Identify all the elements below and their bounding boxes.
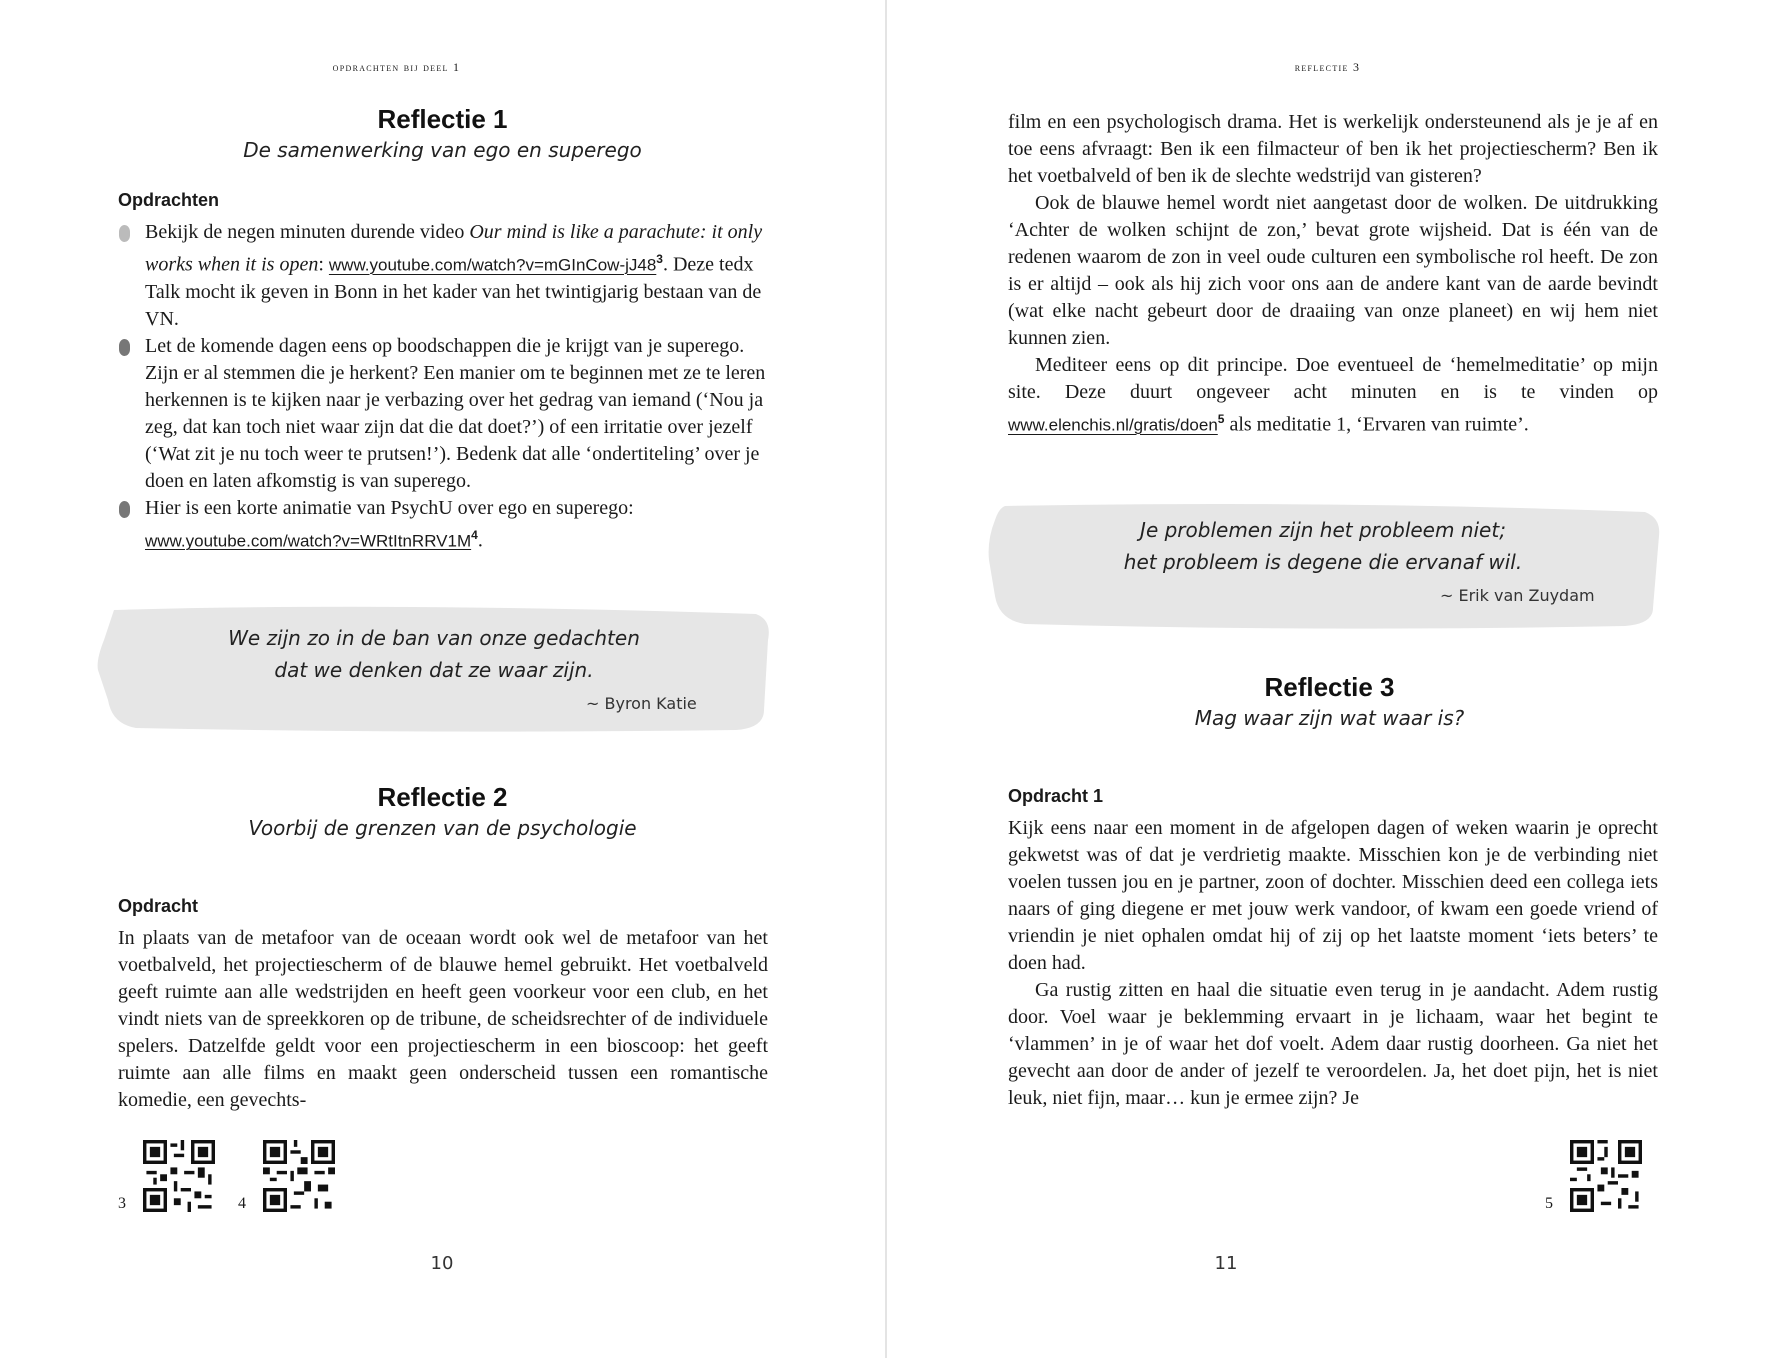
elenchis-link[interactable]: www.elenchis.nl/gratis/doen (1008, 415, 1218, 435)
bullet-icon (119, 339, 130, 356)
reflectie-3-subtitle: Mag waar zijn wat waar is? (1194, 706, 1465, 730)
reflectie-2-body: In plaats van de metafoor van de oceaan wordt ook wel de metafoor van het voetbalveld, het projectiescherm of de blauwe hemel gebruikt. Het voetbalveld geeft ruimte aan alle wedstrijden en heeft geen voorkeur voor een club, en het vindt niets van de spreekkoren op de tribune, de scheidsrechter of de individuele spelers. Datzelfde geldt voor een projectiescherm in een bioscoop: het geeft ruimte aan alle films en maakt geen onderscheid tussen een romantische komedie, een gevechts- (118, 927, 768, 1111)
reflectie-1-title: Reflectie 1 (377, 104, 508, 134)
reflectie-3-title: Reflectie 3 (1264, 672, 1395, 702)
youtube-link-1[interactable]: www.youtube.com/watch?v=mGInCow-jJ48 (328, 255, 657, 275)
quote-box (985, 500, 1661, 632)
page-number: 11 (1214, 1253, 1238, 1274)
reflectie-1-subtitle: De samenwerking van ego en superego (243, 138, 642, 162)
bullet-icon (119, 501, 130, 518)
opdrachten-label: Opdrachten (118, 190, 220, 210)
qr-code-icon[interactable] (143, 1140, 215, 1212)
running-head: reflectie 3 (1294, 60, 1361, 74)
reflectie-2-title: Reflectie 2 (377, 782, 508, 812)
quote-author: ~ Byron Katie (586, 694, 697, 713)
bullet-item: Let de komende dagen eens op boodschappen die je krijgt van je superego. Zijn er al stemmen die je herkent? Een manier om te beginnen met ze te leren herkennen is te kijken naar je verbazing over het gedrag van iemand (‘Nou ja zeg, dat kan toch niet waar zijn dat die dat doet?’) of een irritatie over jezelf (‘Wat zit je nu toch weer te prutsen!’). Bedenk dat alle ‘ondertiteling’ over je doen en laten afkomstig is van superego. (118, 333, 768, 495)
reflectie-2-subtitle: Voorbij de grenzen van de psychologie (248, 816, 637, 840)
opdracht-label: Opdracht (118, 896, 199, 916)
quote-text: We zijn zo in de ban van onze gedachten dat we denken dat ze waar zijn. (228, 626, 640, 682)
running-head: opdrachten bij deel 1 (332, 60, 461, 74)
page-number: 10 (430, 1253, 454, 1274)
reflectie-3-body: Kijk eens naar een moment in de afgelopen dagen of weken waarin je oprecht gekwetst was of dat je verdrietig maakte. Misschien kon je de verbinding niet voelen tussen jou en je partner, zoon of dochter. Misschien deed een collega iets naars of ging diegene er met jouw werk vandoor, of kwam een goede vriend of vriendin je niet ophalen omdat hij of zij op het laatste moment ‘iets beters’ te doen had. Ga rustig zitten en haal die situatie even terug in je aandacht. Adem rustig door. Voel waar je beklemming ervaart in je lichaam, waar het begint te ‘vlammen’ in je of waar het dof voelt. Adem daar rustig doorheen. Ga niet het gevecht aan door de ander of jezelf te veroordelen. Ja, het doet pijn, het is niet leuk, niet fijn, maar… kun je ermee zijn? Je (1008, 817, 1658, 1109)
reflectie-1-bullets (118, 219, 768, 554)
left-page: opdrachten bij deel 1 Reflectie 1 De samenwerking van ego en superego Opdrachten Bekijk de negen minuten durende video Our mind is like a parachute: it only works when it is open: $www.youtube.com/watch?v=mGInCow-jJ48^3$. Deze tedx Talk mocht ik geven in Bonn in het kader van het twintigjarig bestaan van de VN. Let de komende dagen eens op boodschappen die je krijgt van je superego. Zijn er al stemmen die je herkent? Een manier om te beginnen met ze te leren herkennen is te kijken naar je verbazing over het gedrag van iemand (‘Nou ja zeg, dat kan toch niet waar zijn dat die dat doet?’) of een irritatie over jezelf (‘Wat zit je nu toch weer te prutsen!’). Bedenk dat alle ‘ondertiteling’ over je doen en laten afkomstig is van superego. Hier is een korte animatie van PsychU over ego en superego: $www.youtube.com/watch?v=WRtItnRRV1M^4$. We zijn zo in de ban van onze gedachten dat we denken dat ze waar zijn. ~ Byron Katie Reflectie 2 Voorbij de grenzen van de psychologie Opdracht In plaats van de metafoor van de oceaan wordt ook wel de metafoor van het voetbalveld, het projectiescherm of de blauwe hemel gebruikt. Het voetbalveld geeft ruimte aan alle wedstrijden en heeft geen voorkeur voor een club, en het vindt niets van de spreekkoren op de tribune, de scheidsrechter of de individuele spelers. Datzelfde geldt voor een projectiescherm in een bioscoop: het geeft ruimte aan alle films en maakt geen onderscheid tussen een romantische komedie, een gevechts- 3 4 10 (0, 0, 885, 1358)
quote-text: Je problemen zijn het probleem niet; het probleem is degene die ervanaf wil. (1123, 518, 1523, 574)
qr-code-icon[interactable] (263, 1140, 335, 1212)
bullet-icon (119, 225, 130, 242)
youtube-link-2[interactable]: www.youtube.com/watch?v=WRtItnRRV1M (145, 531, 472, 551)
bullet-item: Bekijk de negen minuten durende video Our mind is like a parachute: it only works when it is open: $www.youtube.com/watch?v=mGInCow-jJ48^3$. Deze tedx Talk mocht ik geven in Bonn in het kader van het twintigjarig bestaan van de VN. (118, 219, 768, 333)
qr-code-icon[interactable] (1570, 1140, 1642, 1212)
right-body-top: film en een psychologisch drama. Het is werkelijk ondersteunend als je je af en toe eens afvraagt: Ben ik een filmacteur of ben ik het projectiescherm? Ben ik het voetbalveld of ben ik de slechte wedstrijd van gisteren? Ook de blauwe hemel wordt niet aangetast door de wolken. De uitdrukking ‘Achter de wolken schijnt de zon,’ bevat grote wijsheid. Dat is één van de redenen waarom de zon in veel oude culturen een symbolische rol heeft. De zon is er altijd – ook als hij zich voor ons aan de andere kant van de aarde bevindt (wat elke nacht gebeurt door de draaiing van onze planeet) en wij hem niet kunnen zien. Mediteer eens op dit principe. Doe eventueel de ‘hemelmeditatie’ op mijn site. Deze duurt ongeveer acht minuten en is te vinden op www.elenchis.nl/gratis/doen$^5$ als meditatie 1, ‘Ervaren van ruimte’. (1008, 111, 1658, 436)
opdracht-1-label: Opdracht 1 (1008, 786, 1104, 806)
bullet-item: Hier is een korte animatie van PsychU over ego en superego: $www.youtube.com/watch?v=WRtItnRRV1M^4$. (118, 495, 768, 555)
quote-author: ~ Erik van Zuydam (1440, 586, 1595, 605)
quote-box (96, 600, 772, 735)
right-page: reflectie 3 film en een psychologisch drama. Het is werkelijk ondersteunend als je je af en toe eens afvraagt: Ben ik een filmacteur of ben ik het projectiescherm? Ben ik het voetbalveld of ben ik de slechte wedstrijd van gisteren? Ook de blauwe hemel wordt niet aangetast door de wolken. De uitdrukking ‘Achter de wolken schijnt de zon,’ bevat grote wijsheid. Dat is één van de redenen waarom de zon in veel oude culturen een symbolische rol heeft. De zon is er altijd – ook als hij zich voor ons aan de andere kant van de aarde bevindt (wat elke nacht gebeurt door de draaiing van onze planeet) en wij hem niet kunnen zien. Mediteer eens op dit principe. Doe eventueel de ‘hemelmeditatie’ op mijn site. Deze duurt ongeveer acht minuten en is te vinden op www.elenchis.nl/gratis/doen$^5$ als meditatie 1, ‘Ervaren van ruimte’. Je problemen zijn het probleem niet; het probleem is degene die ervanaf wil. ~ Erik van Zuydam Reflectie 3 Mag waar zijn wat waar is? Opdracht 1 Kijk eens naar een moment in de afgelopen dagen of weken waarin je oprecht gekwetst was of dat je verdrietig maakte. Misschien kon je de verbinding niet voelen tussen jou en je partner, zoon of dochter. Misschien deed een collega iets naars of ging diegene er met jouw werk vandoor, of kwam een goede vriend of vriendin je niet ophalen omdat hij of zij op het laatste moment ‘iets beters’ te doen had. Ga rustig zitten en haal die situatie even terug in je aandacht. Adem rustig door. Voel waar je beklemming ervaart in je lichaam, waar het begint te ‘vlammen’ in je of waar het dof voelt. Adem daar rustig doorheen. Ga niet het gevecht aan door de ander of jezelf te veroordelen. Ja, het doet pijn, het is niet leuk, niet fijn, maar… kun je ermee zijn? Je 5 11 (887, 0, 1772, 1358)
